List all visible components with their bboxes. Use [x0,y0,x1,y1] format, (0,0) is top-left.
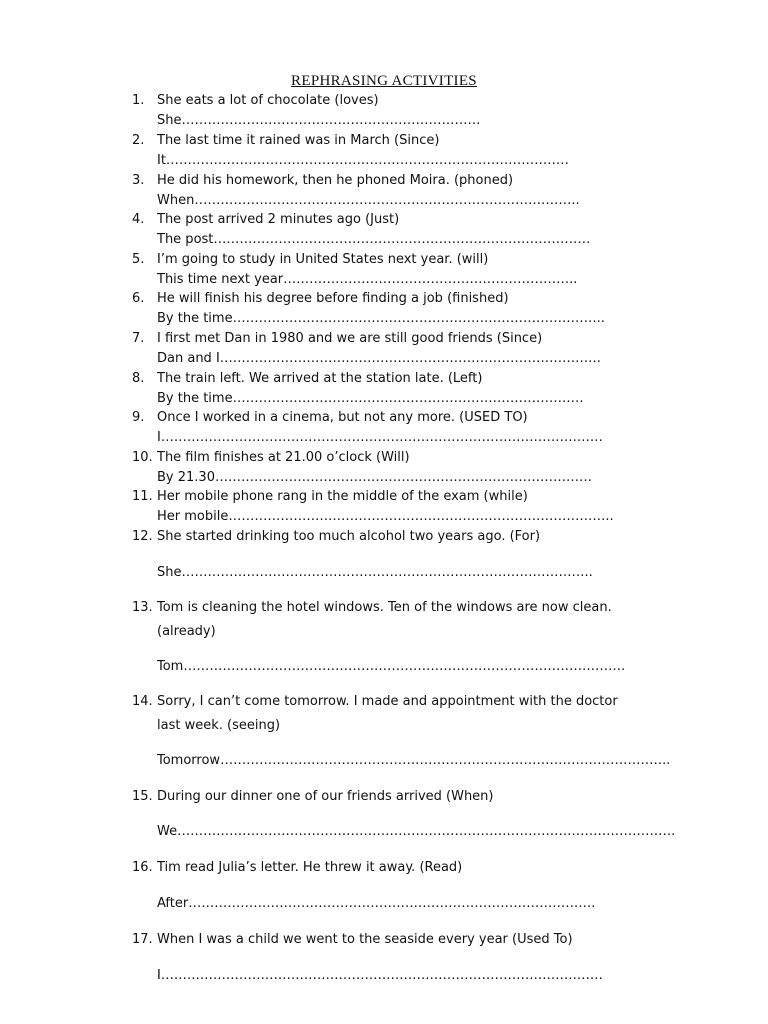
item-number: 8. [132,371,145,386]
item-answer-line: By the time……………………………………………………………………… [157,391,584,406]
item-question: When I was a child we went to the seaside every year (Used To) [157,932,573,947]
item-number: 11. [132,489,153,504]
item-number: 9. [132,410,145,425]
item-answer-line: This time next year………………………………………………………….. [157,272,578,287]
item-question: She started drinking too much alcohol two years ago. (For) [157,529,541,544]
item-answer-line: The post…………………………………………………………………………… [157,232,591,247]
item-answer-line: By 21.30…………………………………………………………………………… [157,470,592,485]
item-question: Her mobile phone rang in the middle of the exam (while) [157,489,528,504]
item-question-continued: (already) [157,624,216,639]
item-question: Tom is cleaning the hotel windows. Ten of the windows are now clean. [157,600,612,615]
item-question-continued: last week. (seeing) [157,718,281,733]
item-number: 15. [132,789,153,804]
item-question: I first met Dan in 1980 and we are still good friends (Since) [157,331,543,346]
item-number: 13. [132,600,153,615]
item-answer-line: We……………………………………………………………………………………………………. [157,824,676,839]
item-question: She eats a lot of chocolate (loves) [157,93,379,108]
item-question: He will finish his degree before finding a job (finished) [157,291,509,306]
item-question: I’m going to study in United States next year. (will) [157,252,489,267]
item-number: 3. [132,173,145,188]
item-number: 12. [132,529,153,544]
item-question: The post arrived 2 minutes ago (Just) [157,212,400,227]
item-number: 17. [132,932,153,947]
item-question: Tim read Julia’s letter. He threw it away. (Read) [157,860,463,875]
item-answer-line: After…………………………………………………………………………………. [157,896,596,911]
item-number: 14. [132,694,153,709]
item-number: 7. [132,331,145,346]
item-answer-line: I………………………………………………………………………………………… [157,968,603,983]
item-answer-line: It………………………………………………………………………………… [157,153,569,168]
item-answer-line: Tomorrow………………………………………………………………………………………….. [157,753,671,768]
item-question: During our dinner one of our friends arrived (When) [157,789,494,804]
item-answer-line: When…………………………………………………………………………….. [157,193,580,208]
item-answer-line: By the time………………………………………………………………………….. [157,311,605,326]
item-question: Once I worked in a cinema, but not any more. (USED TO) [157,410,528,425]
item-number: 16. [132,860,153,875]
item-question: The film finishes at 21.00 o’clock (Will) [157,450,410,465]
item-number: 4. [132,212,145,227]
item-question: The train left. We arrived at the station late. (Left) [157,371,483,386]
item-number: 5. [132,252,145,267]
item-number: 1. [132,93,145,108]
item-question: The last time it rained was in March (Since) [157,133,440,148]
item-answer-line: I………………………………………………………………………………………… [157,430,603,445]
item-number: 6. [132,291,145,306]
item-answer-line: Dan and I……………………………………………………………………………. [157,351,601,366]
item-answer-line: Tom………………………………………………………………………………………… [157,659,626,674]
item-answer-line: Her mobile…………………………………………………………………………….. [157,509,614,524]
page-title: REPHRASING ACTIVITIES [291,73,477,89]
item-number: 10. [132,450,153,465]
item-question: Sorry, I can’t come tomorrow. I made and appointment with the doctor [157,694,618,709]
item-answer-line: She………………………………………………………………………………….. [157,565,593,580]
item-number: 2. [132,133,145,148]
item-answer-line: She…………………………………………………………… [157,113,481,128]
item-question: He did his homework, then he phoned Moira. (phoned) [157,173,514,188]
